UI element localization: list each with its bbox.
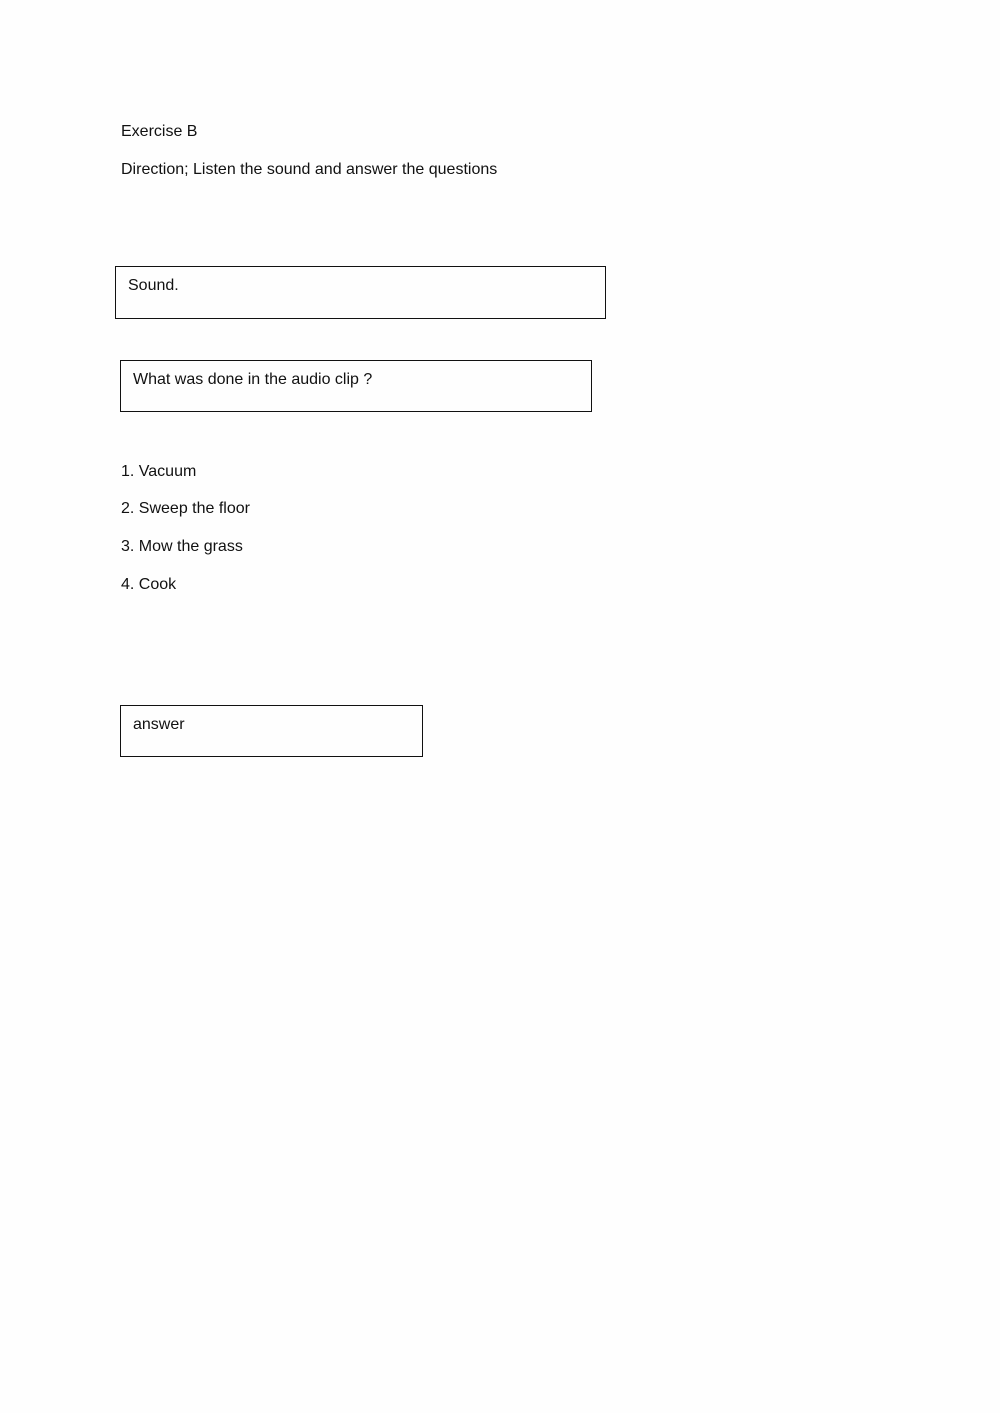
- answer-label: answer: [133, 716, 185, 733]
- option-2[interactable]: 2. Sweep the floor: [121, 500, 250, 517]
- question-box: [120, 360, 592, 412]
- option-1[interactable]: 1. Vacuum: [121, 463, 197, 480]
- answer-box[interactable]: [120, 705, 423, 757]
- option-4[interactable]: 4. Cook: [121, 576, 177, 593]
- sound-box[interactable]: [115, 266, 606, 319]
- option-3[interactable]: 3. Mow the grass: [121, 538, 243, 555]
- question-text: What was done in the audio clip ?: [133, 371, 373, 388]
- exercise-title: Exercise B: [121, 123, 198, 140]
- exercise-direction: Direction; Listen the sound and answer the questions: [121, 161, 498, 178]
- sound-label: Sound.: [128, 277, 179, 294]
